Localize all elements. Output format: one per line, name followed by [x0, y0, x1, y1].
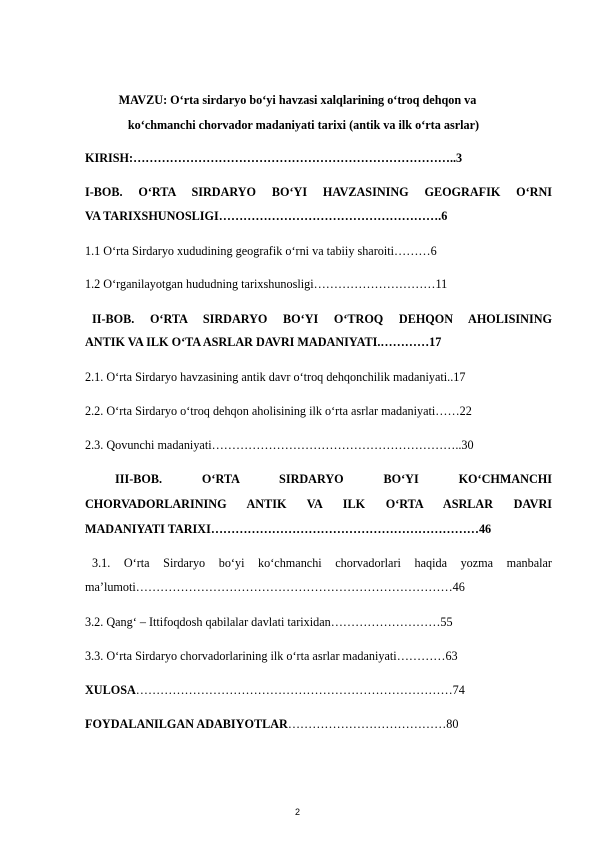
- toc-section-3-1-line-1: 3.1. O‘rta Sirdaryo bo‘yi ko‘chmanchi chorvadorlari haqida yozma manbalar: [92, 556, 552, 570]
- toc-section-2-1: 2.1. O‘rta Sirdaryo havzasining antik davr o‘troq dehqonchilik madaniyati..17: [85, 370, 466, 384]
- toc-intro: KIRISH:……………………………………………………………………..3: [85, 151, 463, 165]
- document-title-line-2: ko‘chmanchi chorvador madaniyati tarixi (antik va ilk o‘rta asrlar): [127, 118, 480, 132]
- toc-references-leader: …………………………………80: [287, 717, 459, 731]
- toc-chapter-1-line-2: VA TARIXSHUNOSLIGI……………………………………………….6: [85, 209, 448, 223]
- toc-conclusion-label: XULOSA: [85, 683, 136, 697]
- toc-chapter-3-line-3: MADANIYATI TARIXI…………………………………………………………46: [85, 522, 492, 536]
- toc-section-1-1: 1.1 O‘rta Sirdaryo xududining geografik o‘rni va tabiiy sharoiti………6: [85, 244, 437, 258]
- toc-section-2-2: 2.2. O‘rta Sirdaryo o‘troq dehqon aholisining ilk o‘rta asrlar madaniyati……22: [85, 404, 472, 418]
- toc-chapter-1-line-1: I-BOB. O‘RTA SIRDARYO BO‘YI HAVZASINING GEOGRAFIK O‘RNI: [85, 185, 552, 199]
- toc-chapter-2-line-2: ANTIK VA ILK O‘TA ASRLAR DAVRI MADANIYATI.…………17: [85, 335, 442, 349]
- toc-section-3-3: 3.3. O‘rta Sirdaryo chorvadorlarining ilk o‘rta asrlar madaniyati…………63: [85, 649, 458, 663]
- toc-references: [85, 716, 552, 732]
- toc-conclusion: [85, 682, 552, 698]
- toc-conclusion-leader: ……………………………………………………………………74: [135, 683, 465, 697]
- toc-chapter-2-line-1: II-BOB. O‘RTA SIRDARYO BO‘YI O‘TROQ DEHQON AHOLISINING: [92, 312, 552, 326]
- toc-section-1-2: 1.2 O‘rganilayotgan hududning tarixshunosligi…………………………11: [85, 277, 448, 291]
- toc-chapter-3-line-2: CHORVADORLARINING ANTIK VA ILK O‘RTA ASRLAR DAVRI: [85, 497, 552, 511]
- toc-section-3-2: 3.2. Qang‘ – Ittifoqdosh qabilalar davlati tarixidan………………………55: [85, 615, 453, 629]
- document-title-line-1: MAVZU: O‘rta sirdaryo bo‘yi havzasi xalqlarining o‘troq dehqon va: [118, 93, 477, 107]
- page-number: 2: [294, 807, 300, 817]
- toc-references-label: FOYDALANILGAN ADABIYOTLAR: [85, 717, 288, 731]
- toc-chapter-3-line-1: III-BOB. O‘RTA SIRDARYO BO‘YI KO‘CHMANCHI: [115, 472, 552, 486]
- toc-section-3-1-line-2: ma’lumoti……………………………………………………………………46: [85, 580, 465, 594]
- toc-section-2-3: 2.3. Qovunchi madaniyati……………………………………………………..30: [85, 438, 474, 452]
